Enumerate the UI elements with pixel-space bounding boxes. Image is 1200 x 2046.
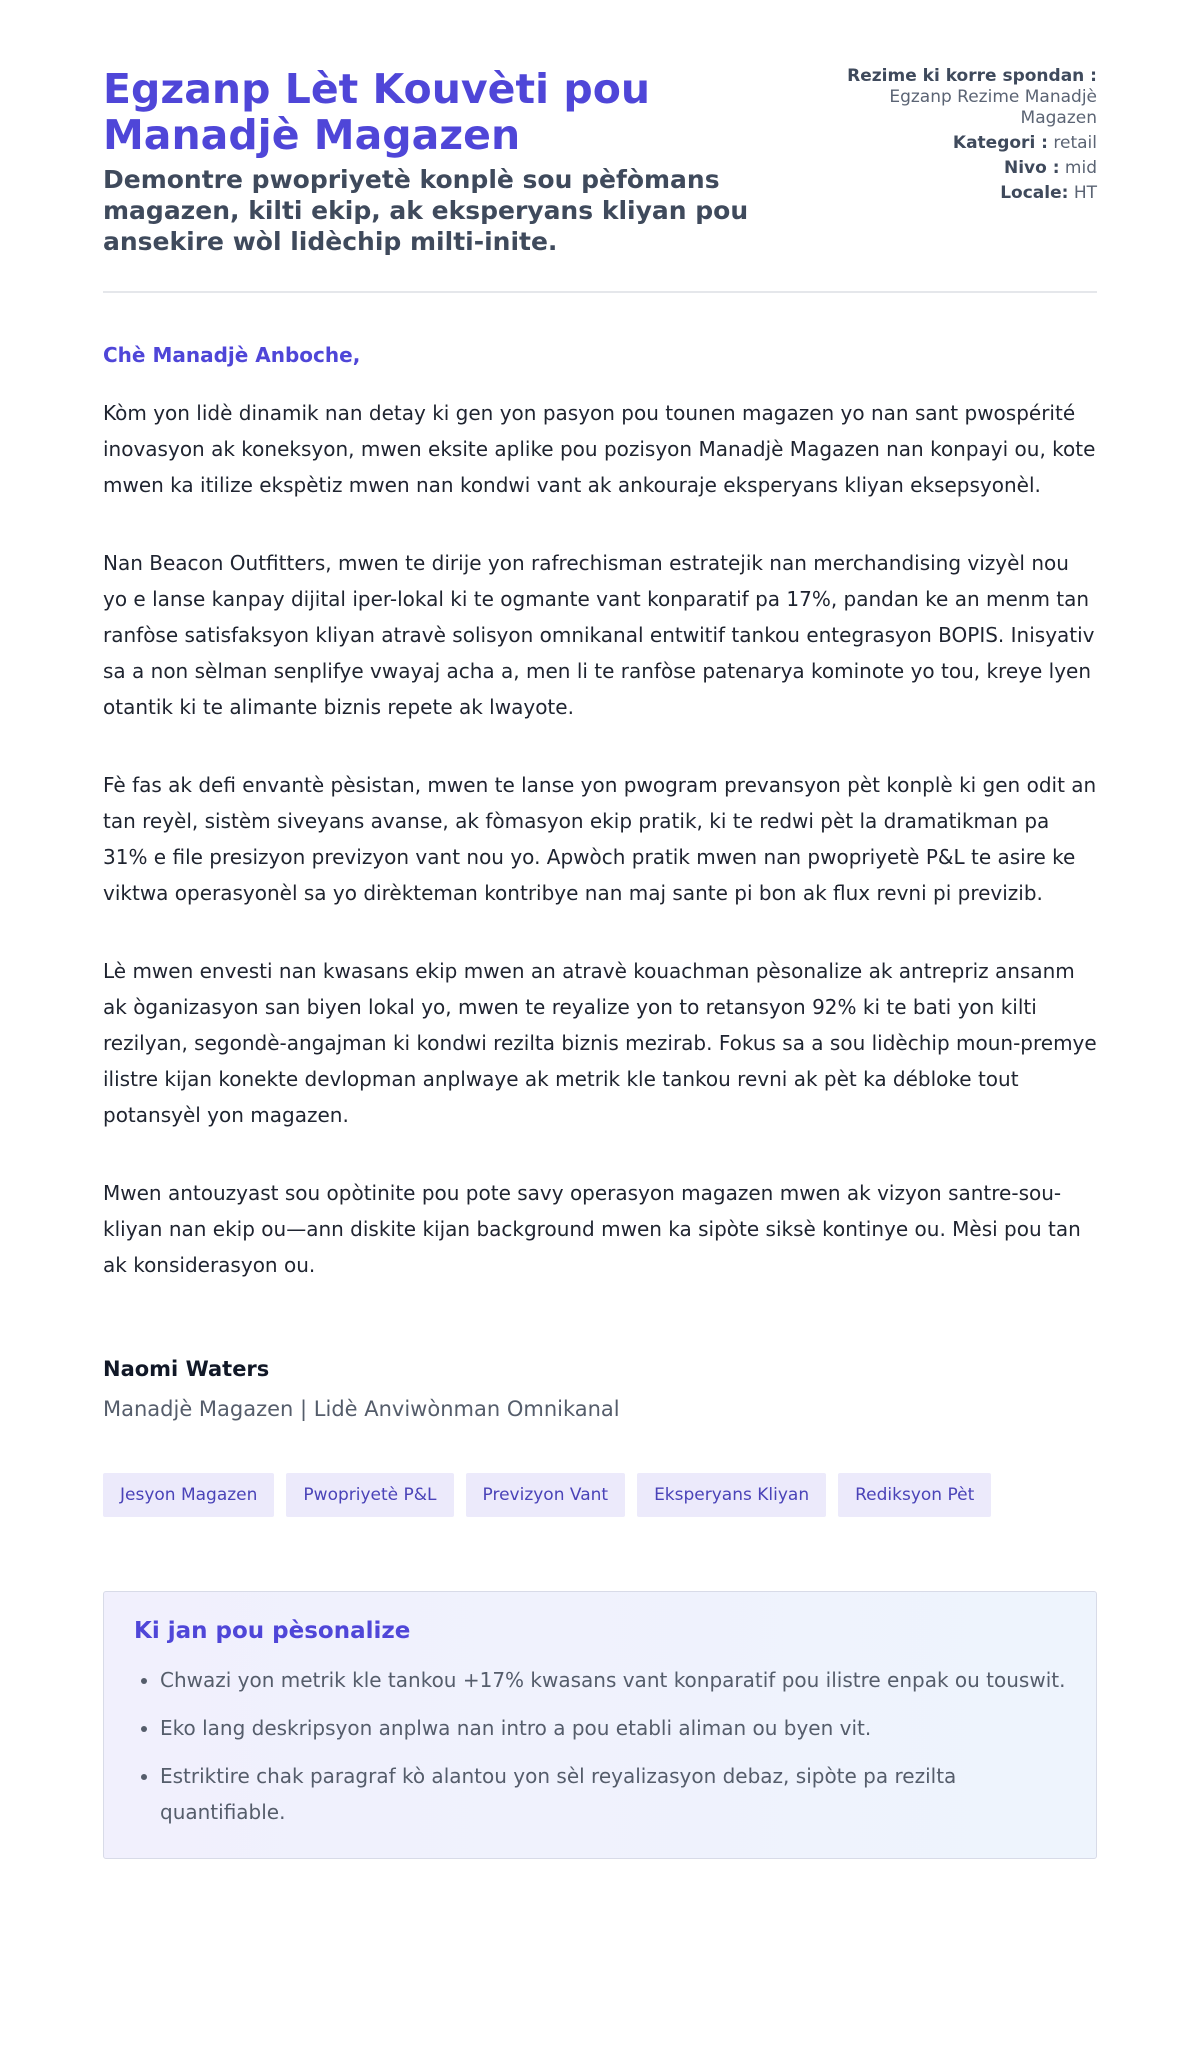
- page-subtitle: Demontre pwopriyetè konplè sou pèfòmans magazen, kilti ekip, ak eksperyans kliyan pou ansekire wòl lidèchip milti-inite.: [103, 165, 749, 256]
- signature-name: Naomi Waters: [103, 1357, 270, 1381]
- meta-locale-label: Locale:: [1000, 183, 1069, 203]
- meta-summary-value: Egzanp Rezime Manadjè Magazen: [889, 87, 1097, 128]
- skill-tag: Eksperyans Kliyan: [637, 1473, 826, 1517]
- skill-tag: Rediksyon Pèt: [838, 1473, 991, 1517]
- customization-tips-box: [103, 1591, 1097, 1859]
- skill-tags: [103, 1473, 1097, 1517]
- page-title: Egzanp Lèt Kouvèti pou Manadjè Magazen: [103, 65, 651, 159]
- meta-locale: [837, 183, 1097, 204]
- letter-greeting: Chè Manadjè Anboche,: [103, 343, 361, 367]
- meta-summary-label: Rezime ki korre spondan :: [847, 66, 1097, 86]
- meta-level-value: mid: [1064, 158, 1097, 178]
- tips-title: Ki jan pou pèsonalize: [134, 1618, 411, 1644]
- skill-tag: Pwopriyetè P&L: [286, 1473, 453, 1517]
- signature-role: Manadjè Magazen | Lidè Anviwònman Omnikanal: [103, 1397, 620, 1421]
- letter-paragraph: Lè mwen envesti nan kwasans ekip mwen an atravè kouachman pèsonalize ak antrepriz ansanm ak òganizasyon san biyen lokal yo, mwen te reyalize yon to retansyon 92% ki te bati yon kilti rezilyan, segondè-angajman ki kondwi rezilta biznis mezirab. Fokus sa a sou lidèchip moun-premye ilistre kijan konekte devlopman anplwaye ak metrik kle tankou revni ak pèt ka débloke tout potansyèl yon magazen.: [103, 959, 1097, 1127]
- meta-level: [837, 158, 1097, 179]
- letter-paragraph: Kòm yon lidè dinamik nan detay ki gen yon pasyon pou tounen magazen yo nan sant pwospérité inovasyon ak koneksyon, mwen eksite aplike pou pozisyon Manadjè Magazen nan konpayi ou, kote mwen ka itilize ekspètiz mwen nan kondwi vant ak ankouraje eksperyans kliyan eksepsyonèl.: [103, 401, 1096, 497]
- letter-paragraph: Fè fas ak defi envantè pèsistan, mwen te lanse yon pwogram prevansyon pèt konplè ki gen odit an tan reyèl, sistèm siveyans avanse, ak fòmasyon ekip pratik, ki te redwi pèt la dramatikman pa 31% e file presizyon previzyon vant nou yo. Apwòch pratik mwen nan pwopriyetè P&L te asire ke viktwa operasyonèl sa yo dirèkteman kontribye nan maj sante pi bon ak flux revni pi previzib.: [103, 773, 1097, 905]
- tip-item: • Eko lang deskripsyon anplwa nan intro a pou etabli aliman ou byen vit.: [160, 1710, 1066, 1746]
- tip-item: • Estriktire chak paragraf kò alantou yon sèl reyalizasyon debaz, sipòte pa rezilta quantifiable.: [160, 1758, 1066, 1830]
- signature-block: [103, 1357, 1097, 1421]
- letter-header: [103, 66, 1097, 293]
- meta-locale-value: HT: [1073, 183, 1097, 203]
- skill-tag: Jesyon Magazen: [103, 1473, 274, 1517]
- letter-paragraph: Mwen antouzyast sou opòtinite pou pote savy operasyon magazen mwen ak vizyon santre-sou-kliyan nan ekip ou—ann diskite kijan background mwen ka sipòte siksè kontinye ou. Mèsi pou tan ak konsiderasyon ou.: [103, 1181, 1081, 1277]
- letter-paragraph: Nan Beacon Outfitters, mwen te dirije yon rafrechisman estratejik nan merchandising vizyèl nou yo e lanse kanpay dijital iper-lokal ki te ogmante vant konparatif pa 17%, pandan ke an menm tan ranfòse satisfaksyon kliyan atravè solisyon omnikanal entwitif tankou entegrasyon BOPIS. Inisyativ sa a non sèlman senplifye vwayaj acha a, men li te ranfòse patenarya kominote yo tou, kreye lyen otantik ki te alimante biznis repete ak lwayote.: [103, 551, 1095, 719]
- meta-category-value: retail: [1053, 133, 1097, 153]
- letter-body: [103, 343, 1097, 1283]
- skill-tag: Previzyon Vant: [466, 1473, 626, 1517]
- tips-list: [134, 1662, 1066, 1830]
- meta-panel: [837, 66, 1097, 208]
- tip-item: • Chwazi yon metrik kle tankou +17% kwasans vant konparatif pou ilistre enpak ou touswit.: [160, 1662, 1066, 1698]
- meta-level-label: Nivo :: [1003, 158, 1060, 178]
- cover-letter-page: [103, 0, 1097, 1859]
- meta-summary: [837, 66, 1097, 129]
- header-title-block: [103, 66, 793, 257]
- meta-category-label: Kategori :: [952, 133, 1048, 153]
- meta-category: [837, 133, 1097, 154]
